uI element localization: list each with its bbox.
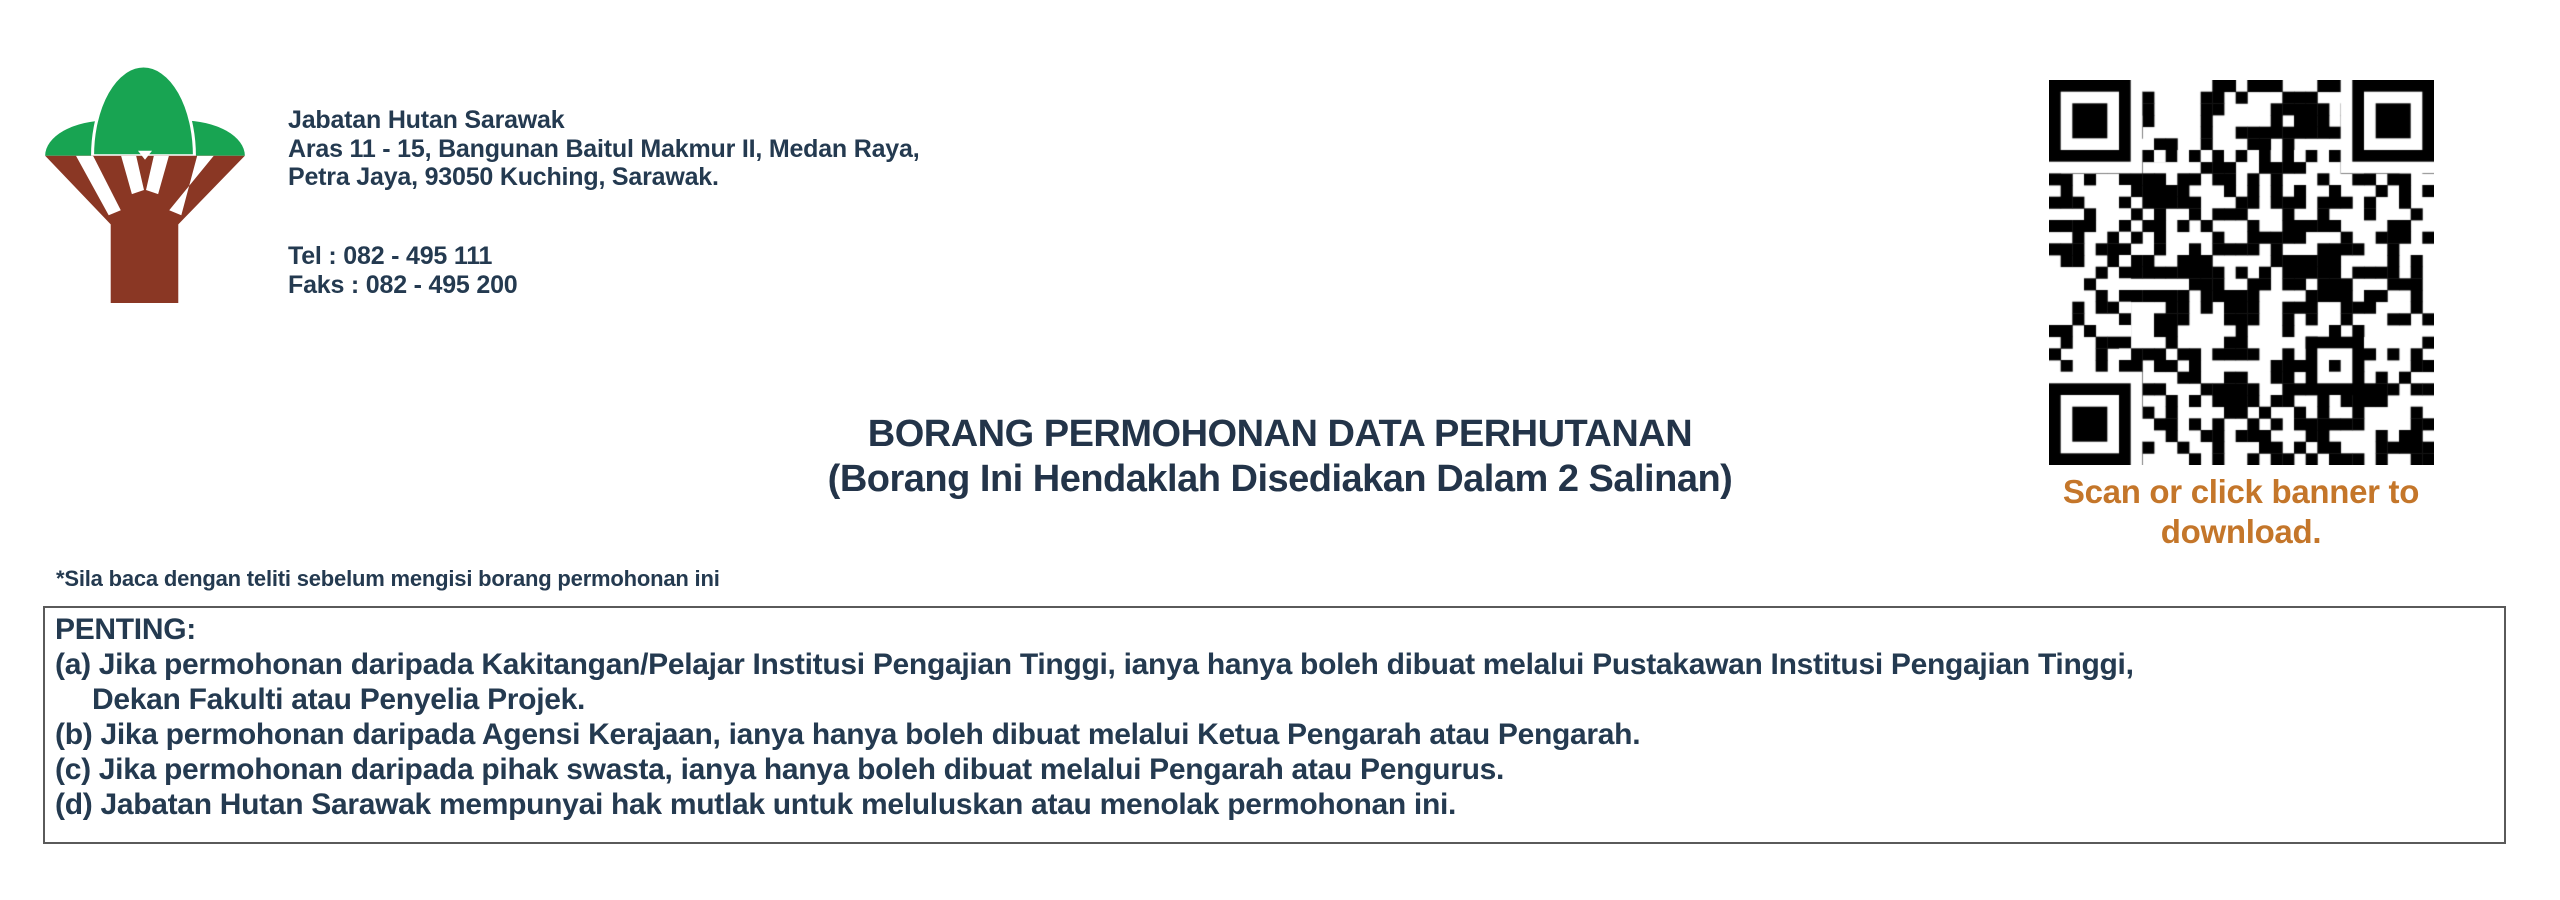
- trunk-and-branches: [45, 151, 245, 303]
- qr-caption-line1[interactable]: Scan or click banner to: [2062, 473, 2420, 510]
- org-address-line2: Petra Jaya, 93050 Kuching, Sarawak.: [288, 163, 719, 191]
- form-title-line2: (Borang Ini Hendaklah Disediakan Dalam 2 Salinan): [827, 458, 1733, 500]
- penting-heading: PENTING:: [55, 613, 196, 646]
- form-title-line1: BORANG PERMOHONAN DATA PERHUTANAN: [867, 413, 1693, 455]
- penting-box: [43, 606, 2506, 844]
- faks-line: Faks : 082 - 495 200: [288, 270, 518, 299]
- read-carefully-note: *Sila baca dengan teliti sebelum mengisi borang permohonan ini: [56, 566, 720, 591]
- penting-item-b: (b) Jika permohonan daripada Agensi Kerajaan, ianya hanya boleh dibuat melalui Ketua Pengarah atau Pengarah.: [55, 718, 1641, 751]
- canopy-center-dome: [93, 66, 195, 156]
- penting-item-a: (a) Jika permohonan daripada Kakitangan/Pelajar Institusi Pengajian Tinggi, ianya hanya boleh dibuat melalui Pustakawan Institusi Pengajian Tinggi,: [55, 648, 2134, 681]
- org-address-block: [288, 106, 919, 192]
- org-address-line1: Aras 11 - 15, Bangunan Baitul Makmur II, Medan Raya,: [288, 134, 920, 163]
- qr-caption[interactable]: [1966, 472, 2516, 552]
- org-name: Jabatan Hutan Sarawak: [288, 106, 565, 134]
- penting-item-c: (c) Jika permohonan daripada pihak swasta, ianya hanya boleh dibuat melalui Pengarah atau Pengurus.: [55, 753, 1505, 786]
- qr-code[interactable]: [2049, 80, 2434, 465]
- tel-line: Tel : 082 - 495 111: [288, 242, 493, 270]
- penting-item-d: (d) Jabatan Hutan Sarawak mempunyai hak mutlak untuk meluluskan atau menolak permohonan ini.: [55, 788, 1457, 821]
- qr-caption-line2[interactable]: download.: [2160, 513, 2322, 550]
- contact-block: [288, 242, 518, 299]
- forest-department-tree-logo: [45, 66, 245, 303]
- penting-item-a-continuation: Dekan Fakulti atau Penyelia Projek.: [92, 683, 586, 716]
